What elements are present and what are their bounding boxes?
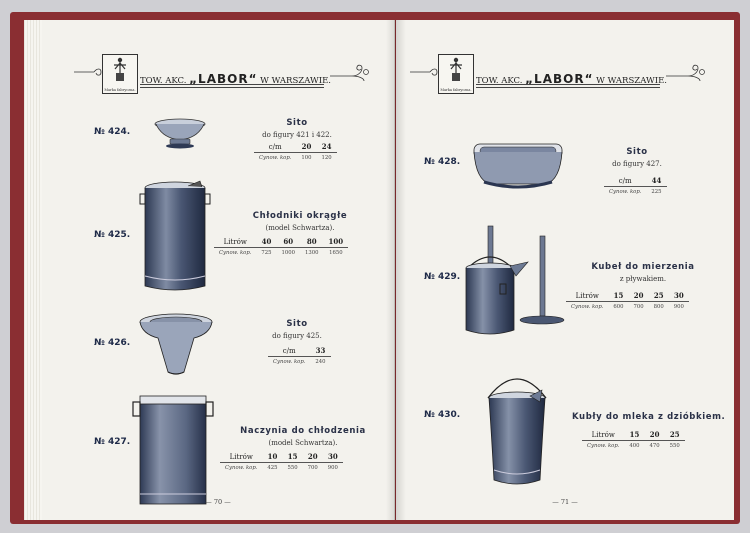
price-table: Litrów 15 20 25 Cynow. kop. 400 470 550: [582, 430, 685, 449]
item-subtitle: (model Schwartza).: [268, 439, 338, 447]
price-table: Litrów 10 15 20 30 Cynow. kop. 425 550 700 900: [220, 452, 343, 471]
item-subtitle: do figury 421 i 422.: [262, 131, 332, 139]
item-title: Chłodniki okrągłe: [252, 211, 348, 221]
item-subtitle: do figury 425.: [272, 332, 322, 340]
item-number: № 426.: [94, 338, 131, 348]
item-title: Sito: [286, 118, 308, 128]
factory-trademark-logo: Marka fabryczna.: [438, 54, 474, 94]
price-table: Litrów 15 20 25 30 Cynow. kop. 600 700 800 900: [566, 291, 689, 310]
sieve-small-illustration: [152, 116, 208, 150]
sieve-oval-illustration: [470, 140, 566, 194]
item-number: № 424.: [94, 127, 131, 137]
price-table: Litrów 40 60 80 100 Cynow. kop. 725 1000 1300 1650: [214, 237, 348, 256]
catalog-page-right: [396, 20, 734, 520]
item-title: Sito: [626, 147, 648, 157]
measuring-bucket-illustration: [460, 224, 572, 340]
item-number: № 427.: [94, 437, 131, 447]
sieve-large-illustration: [138, 312, 216, 380]
price-table: c/m 33 Cynow. kop. 240: [268, 346, 331, 365]
page-number: — 71 —: [552, 498, 578, 506]
header-rule: [476, 84, 660, 88]
item-title: Kubły do mleka z dzióbkiem.: [572, 412, 726, 422]
item-subtitle: (model Schwartza).: [265, 224, 335, 232]
item-subtitle: do figury 427.: [612, 160, 662, 168]
catalog-page-left: [42, 20, 395, 520]
price-table: c/m 20 24 Cynow. kop. 100 120: [254, 142, 337, 161]
item-number: № 425.: [94, 230, 131, 240]
price-table: c/m 44 Cynow. kop. 225: [604, 176, 667, 195]
book-cover: [10, 12, 740, 524]
company-name: TOW. AKC. „LABOR“ W WARSZAWIE.: [140, 72, 331, 86]
item-title: Sito: [286, 319, 308, 329]
item-number: № 430.: [424, 410, 461, 420]
milk-bucket-illustration: [482, 372, 552, 490]
item-title: Kubeł do mierzenia: [591, 262, 695, 272]
ornament-right-icon: [330, 64, 370, 82]
page-header: [410, 54, 710, 94]
page-number: — 70 —: [205, 498, 231, 506]
ornament-left-icon: [410, 68, 438, 76]
cooling-vessel-illustration: [132, 394, 216, 510]
page-stack-edge: [24, 20, 44, 520]
item-title: Naczynia do chłodzenia: [240, 426, 366, 436]
item-subtitle: z pływakiem.: [619, 275, 667, 283]
factory-trademark-logo: Marka fabryczna.: [102, 54, 138, 94]
item-number: № 428.: [424, 157, 461, 167]
page-header: [74, 54, 374, 94]
header-rule: [140, 84, 324, 88]
company-name: TOW. AKC. „LABOR“ W WARSZAWIE.: [476, 72, 667, 86]
ornament-right-icon: [666, 64, 706, 82]
ornament-left-icon: [74, 68, 102, 76]
round-cooler-illustration: [138, 180, 212, 296]
item-number: № 429.: [424, 272, 461, 282]
